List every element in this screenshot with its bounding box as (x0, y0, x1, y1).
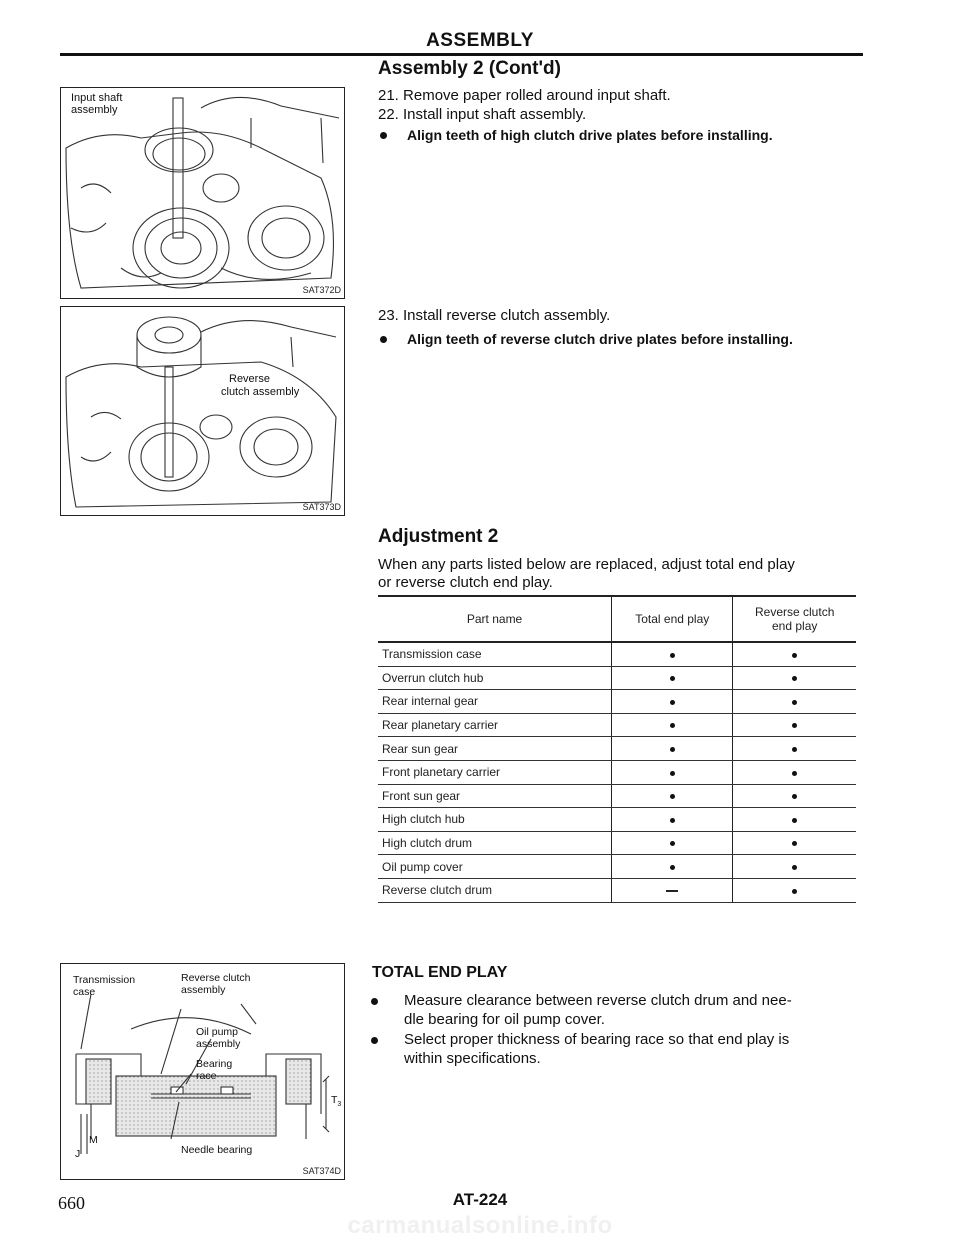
table-row (378, 642, 856, 666)
not-applicable-mark-icon (666, 890, 678, 892)
bullet-high-clutch: Align teeth of high clutch drive plates before installing. (407, 127, 773, 143)
j-label: J (75, 1148, 81, 1160)
figure-code: SAT373D (302, 502, 341, 512)
total-end-play-cell (612, 737, 733, 761)
applies-mark-icon (792, 865, 797, 870)
header-rule (60, 53, 863, 56)
adjustment-intro-2: or reverse clutch end play. (378, 574, 553, 591)
figure-reverse-clutch-drawing (61, 307, 344, 515)
applies-mark-icon (670, 700, 675, 705)
part-name-cell: Rear sun gear (378, 737, 612, 761)
applies-mark-icon (670, 794, 675, 799)
applies-mark-icon (670, 865, 675, 870)
applies-mark-icon (792, 818, 797, 823)
total-end-play-cell (612, 713, 733, 737)
figure-end-play-cross-section (60, 963, 345, 1180)
table-header-row (378, 596, 856, 642)
figure-input-shaft (60, 87, 345, 299)
applies-mark-icon (670, 747, 675, 752)
bearing-race-label-1: Bearing (196, 1058, 233, 1070)
reverse-clutch-end-play-cell (733, 642, 856, 666)
assembly-title: Assembly 2 (Cont'd) (378, 58, 561, 79)
applies-mark-icon (792, 723, 797, 728)
total-end-play-cell (612, 831, 733, 855)
table-row (378, 855, 856, 879)
reverse-clutch-end-play-cell (733, 760, 856, 784)
applies-mark-icon (792, 747, 797, 752)
table-row (378, 808, 856, 832)
applies-mark-icon (792, 794, 797, 799)
figure-input-shaft-drawing (61, 88, 344, 298)
bullet-icon (380, 336, 387, 343)
part-name-cell: High clutch hub (378, 808, 612, 832)
reverse-clutch-end-play-cell (733, 784, 856, 808)
step-23: 23. Install reverse clutch assembly. (378, 307, 611, 324)
table-row (378, 831, 856, 855)
watermark: carmanualsonline.info (347, 1212, 613, 1239)
applies-mark-icon (792, 889, 797, 894)
part-name-cell: Rear planetary carrier (378, 713, 612, 737)
t3-label: $T_3$ (331, 1094, 342, 1109)
reverse-clutch-label-2: assembly (181, 984, 226, 996)
part-name-cell: High clutch drum (378, 831, 612, 855)
total-end-play-cell (612, 690, 733, 714)
page-code: AT-224 (452, 1190, 508, 1209)
total-end-play-cell (612, 878, 733, 902)
section-title: ASSEMBLY (426, 30, 534, 51)
adjustment-table (378, 595, 856, 903)
part-name-cell: Reverse clutch drum (378, 878, 612, 902)
bullet-icon (371, 1037, 378, 1044)
needle-bearing-label: Needle bearing (181, 1144, 253, 1156)
applies-mark-icon (670, 676, 675, 681)
reverse-clutch-end-play-cell (733, 737, 856, 761)
applies-mark-icon (670, 653, 675, 658)
applies-mark-icon (670, 818, 675, 823)
column-reverse-clutch-end-play: Reverse clutch end play (733, 596, 856, 642)
table-row (378, 690, 856, 714)
total-end-play-cell (612, 666, 733, 690)
adjustment-title: Adjustment 2 (378, 526, 499, 547)
case-label-2: case (73, 986, 96, 998)
column-part-name: Part name (378, 596, 612, 642)
total-end-play-bullet2-line1: Select proper thickness of bearing race so that end play is (404, 1031, 790, 1048)
applies-mark-icon (670, 771, 675, 776)
total-end-play-cell (612, 784, 733, 808)
applies-mark-icon (792, 653, 797, 658)
reverse-label-1: Reverse (229, 373, 270, 385)
reverse-label-2: clutch assembly (221, 386, 300, 398)
reverse-clutch-end-play-cell (733, 831, 856, 855)
table-row (378, 878, 856, 902)
adjustment-table-body (378, 642, 856, 902)
part-name-cell: Overrun clutch hub (378, 666, 612, 690)
table-row (378, 760, 856, 784)
total-end-play-cell (612, 760, 733, 784)
reverse-clutch-end-play-cell (733, 666, 856, 690)
reverse-clutch-end-play-cell (733, 713, 856, 737)
step-22: 22. Install input shaft assembly. (378, 106, 587, 123)
bullet-icon (371, 998, 378, 1005)
total-end-play-bullet2-line2: within specifications. (404, 1050, 541, 1067)
total-end-play-cell (612, 642, 733, 666)
applies-mark-icon (792, 676, 797, 681)
bullet-icon (380, 132, 387, 139)
total-end-play-bullet1-line1: Measure clearance between reverse clutch drum and nee- (404, 992, 792, 1009)
input-shaft-label-2: assembly (71, 104, 118, 116)
oil-pump-label-2: assembly (196, 1038, 241, 1050)
figure-code: SAT374D (302, 1166, 341, 1176)
column-total-end-play: Total end play (612, 596, 733, 642)
part-name-cell: Front planetary carrier (378, 760, 612, 784)
applies-mark-icon (792, 841, 797, 846)
part-name-cell: Transmission case (378, 642, 612, 666)
bullet-reverse-clutch: Align teeth of reverse clutch drive plates before installing. (407, 331, 793, 347)
reverse-clutch-label-1: Reverse clutch (181, 972, 251, 984)
figure-reverse-clutch (60, 306, 345, 516)
total-end-play-title: TOTAL END PLAY (372, 964, 508, 981)
applies-mark-icon (670, 723, 675, 728)
reverse-clutch-end-play-cell (733, 808, 856, 832)
page-number: 660 (58, 1193, 85, 1213)
reverse-clutch-end-play-cell (733, 855, 856, 879)
m-label: M (89, 1134, 98, 1146)
reverse-clutch-end-play-cell (733, 878, 856, 902)
reverse-clutch-end-play-cell (733, 690, 856, 714)
part-name-cell: Rear internal gear (378, 690, 612, 714)
adjustment-intro-1: When any parts listed below are replaced, adjust total end play (378, 556, 795, 573)
bearing-race-label-2: race (196, 1070, 217, 1082)
step-21: 21. Remove paper rolled around input shaft. (378, 87, 671, 104)
total-end-play-cell (612, 855, 733, 879)
total-end-play-cell (612, 808, 733, 832)
case-label-1: Transmission (73, 974, 136, 986)
figure-code: SAT372D (302, 285, 341, 295)
table-row (378, 666, 856, 690)
table-row (378, 713, 856, 737)
total-end-play-bullet1-line2: dle bearing for oil pump cover. (404, 1011, 605, 1028)
part-name-cell: Front sun gear (378, 784, 612, 808)
table-row (378, 737, 856, 761)
applies-mark-icon (792, 700, 797, 705)
table-row (378, 784, 856, 808)
oil-pump-label-1: Oil pump (196, 1026, 239, 1038)
part-name-cell: Oil pump cover (378, 855, 612, 879)
input-shaft-label-1: Input shaft (71, 92, 123, 104)
applies-mark-icon (792, 771, 797, 776)
applies-mark-icon (670, 841, 675, 846)
